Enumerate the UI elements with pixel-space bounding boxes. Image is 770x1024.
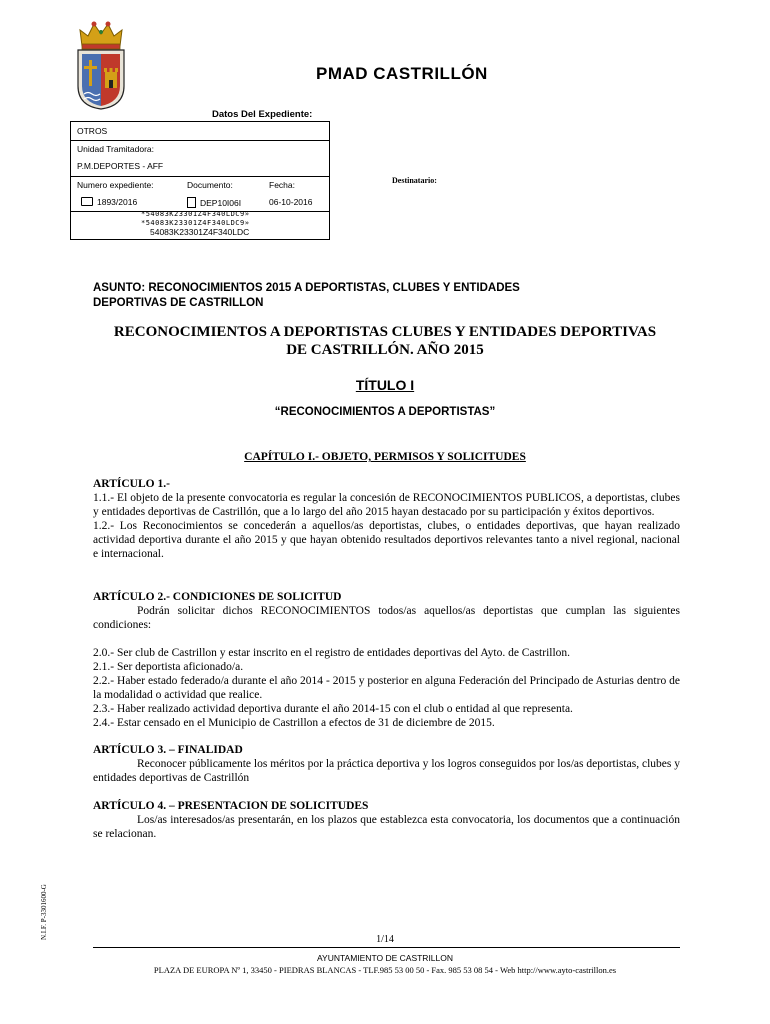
footer-divider [93, 947, 680, 948]
asunto-line-1: ASUNTO: RECONOCIMIENTOS 2015 A DEPORTISTAS, CLUBES Y ENTIDADES [93, 282, 520, 294]
expediente-labels-row [71, 176, 329, 193]
document-icon [187, 197, 196, 208]
article-3-heading-number: ARTÍCULO 3 [93, 744, 164, 756]
article-2-heading: ARTÍCULO 2.- CONDICIONES DE SOLICITUD [93, 591, 342, 603]
unidad-label-row [71, 140, 329, 157]
expediente-box [70, 121, 330, 240]
unidad-value: P.M.DEPORTES - AFF [77, 161, 164, 171]
numero-label: Numero expediente: [77, 180, 154, 190]
article-1-paragraph-1: 1.1.- El objeto de la presente convocatoria es regular la concesión de RECONOCIMIENTOS PUBLICOS, a deportistas, clubes y entidades deportivas de Castrillón, que a lo largo del año 2015 hayan destacado por su participación y éxitos deportivos. [93, 492, 680, 518]
barcode-line-2: *54083K23301Z4F340LDC9» [141, 219, 250, 227]
barcode-line-1: *54083K23301Z4F340LDC9» [141, 210, 250, 218]
fecha-value: 06-10-2016 [269, 197, 313, 207]
page-number: 1/14 [376, 934, 394, 945]
article-2 [93, 590, 680, 632]
expediente-header: Datos Del Expediente: [212, 109, 313, 120]
article-3 [93, 743, 680, 785]
condition-item: 2.1.- Ser deportista aficionado/a. [93, 661, 244, 673]
section-title: TÍTULO I [355, 377, 415, 393]
article-4-heading-number: ARTÍCULO 4 [93, 800, 164, 812]
coat-of-arms-logo [74, 20, 128, 110]
article-2-intro: Podrán solicitar dichos RECONOCIMIENTOS todos/as aquellos/as deportistas que cumplan las siguientes condiciones: [93, 605, 680, 631]
nif-side-label [10, 880, 70, 940]
article-1-paragraph-2: 1.2.- Los Reconocimientos se concederán a aquellos/as deportistas, clubes, o entidades deportivas, que hayan realizado actividad deportiva durante el año 2015 y que hayan obtenido resultados deportivos relevantes tanto a nivel regional, nacional e internacional. [93, 520, 680, 560]
condition-item: 2.3.- Haber realizado actividad deportiva durante el año 2014-15 con el club o entidad al que representa. [93, 703, 573, 715]
fecha-label: Fecha: [269, 180, 295, 190]
svg-text:N.I.F. P-3301600-G: N.I.F. P-3301600-G [40, 884, 48, 940]
section-subtitle: “RECONOCIMIENTOS A DEPORTISTAS” [274, 406, 496, 418]
article-1 [93, 477, 680, 561]
article-2-conditions [93, 646, 680, 730]
article-4-heading-title: . – PRESENTACION DE SOLICITUDES [163, 800, 369, 812]
footer-organization: AYUNTAMIENTO DE CASTRILLON [316, 953, 454, 963]
article-1-heading: ARTÍCULO 1.- [93, 478, 170, 490]
article-3-heading-title: . – FINALIDAD [163, 744, 243, 756]
article-4 [93, 799, 680, 841]
documento-value: DEP10I06I [200, 198, 242, 208]
document-code: 54083K23301Z4F340LDC [150, 227, 250, 237]
expediente-type-row [71, 122, 329, 141]
asunto-heading [93, 281, 693, 311]
article-3-text: Reconocer públicamente los méritos por la práctica deportiva y los logros conseguidos por los/as deportistas, clubes y entidades deportivas de Castrillón [93, 758, 680, 784]
condition-item: 2.0.- Ser club de Castrillon y estar inscrito en el registro de entidades deportivas del Ayto. de Castrillon. [93, 647, 571, 659]
chapter-heading: CAPÍTULO I.- OBJETO, PERMISOS Y SOLICITUDES [244, 451, 526, 463]
folder-icon [81, 197, 93, 206]
condition-item: 2.2.- Haber estado federado/a durante el año 2014 - 2015 y posterior en alguna Federación del Principado de Asturias dentro de la modalidad o actividad que realice. [93, 675, 680, 701]
article-4-text: Los/as interesados/as presentarán, en los plazos que establezca esta convocatoria, los documentos que a continuación se relacionan. [93, 814, 680, 840]
article-3-heading [93, 743, 680, 757]
document-title-line-2: DE CASTRILLÓN. AÑO 2015 [286, 342, 484, 358]
footer-address: PLAZA DE EUROPA Nº 1, 33450 - PIEDRAS BLANCAS - TLF.985 53 00 50 - Fax. 985 53 08 54 - Web http://www.ayto-castrillon.es [153, 965, 617, 975]
document-title [93, 323, 677, 359]
condition-item: 2.4.- Estar censado en el Municipio de Castrillon a efectos de 31 de diciembre de 2015. [93, 717, 495, 729]
documento-label: Documento: [187, 180, 233, 190]
document-title-line-1: RECONOCIMIENTOS A DEPORTISTAS CLUBES Y ENTIDADES DEPORTIVAS [113, 324, 657, 340]
expediente-type: OTROS [77, 126, 108, 136]
unidad-label: Unidad Tramitadora: [77, 144, 155, 154]
asunto-line-2: DEPORTIVAS DE CASTRILLON [93, 297, 264, 309]
unidad-value-row [71, 157, 329, 177]
destinatario-label: Destinatario: [392, 176, 437, 185]
numero-value: 1893/2016 [97, 197, 138, 207]
organization-title: PMAD CASTRILLÓN [316, 64, 488, 83]
article-4-heading [93, 799, 680, 813]
